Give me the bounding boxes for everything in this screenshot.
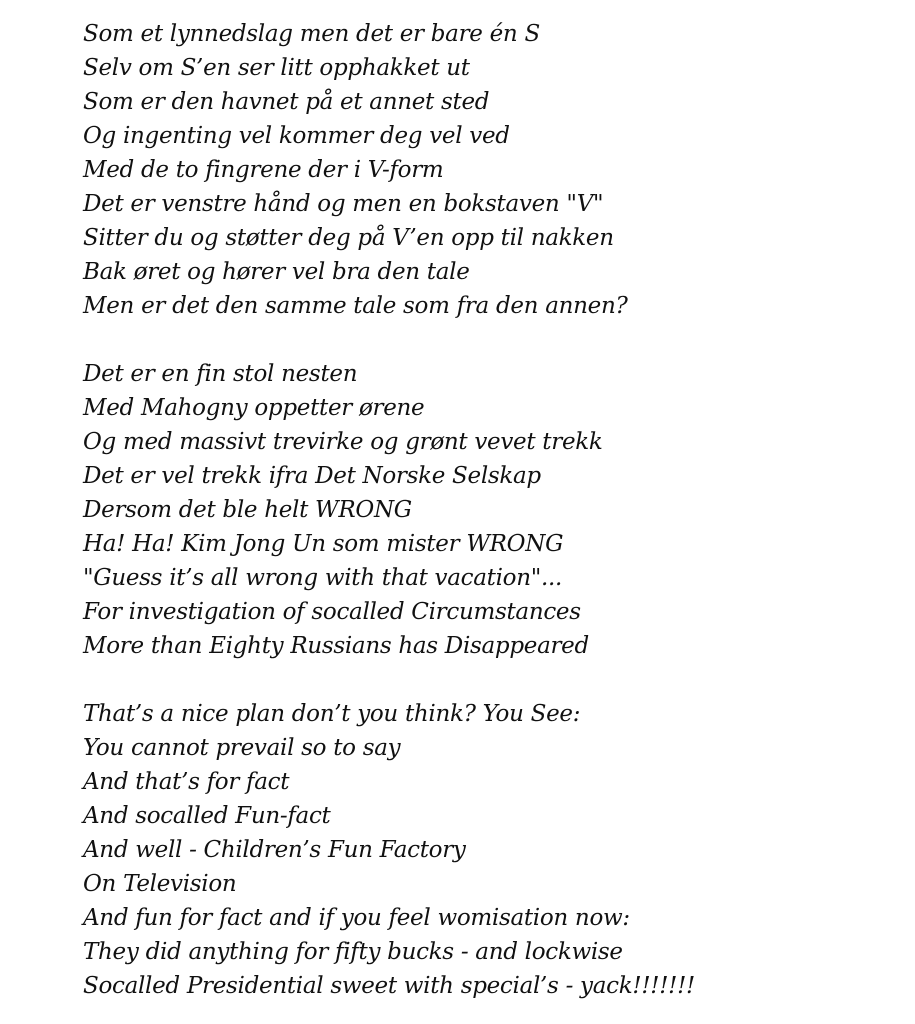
poem-line: They did anything for fifty bucks - and lockwise	[83, 939, 623, 965]
poem-line: Bak øret og hører vel bra den tale	[83, 259, 470, 285]
poem-line: Dersom det ble helt WRONG	[83, 497, 412, 523]
stanza-3	[83, 697, 695, 1003]
poem-line: Som er den havnet på et annet sted	[83, 89, 490, 115]
poem-line: Sitter du og støtter deg på V’en opp til nakken	[83, 225, 614, 251]
poem-line: And well - Children’s Fun Factory	[83, 837, 466, 863]
poem-line: And fun for fact and if you feel womisation now:	[83, 905, 630, 931]
poem-line: Og ingenting vel kommer deg vel ved	[83, 123, 510, 149]
poem-line: "Guess it’s all wrong with that vacation"...	[83, 565, 563, 591]
poem-line: On Television	[83, 871, 237, 897]
stanza-2	[83, 357, 695, 663]
poem-line: Det er venstre hånd og men en bokstaven "V"	[83, 191, 604, 217]
poem-line: Med Mahogny oppetter ørene	[83, 395, 425, 421]
poem-line: And socalled Fun-fact	[83, 803, 331, 829]
poem-line: You cannot prevail so to say	[83, 735, 401, 761]
poem-line: Selv om S’en ser litt opphakket ut	[83, 55, 470, 81]
poem-line: Og med massivt trevirke og grønt vevet trekk	[83, 429, 603, 455]
poem-line: That’s a nice plan don’t you think? You See:	[83, 701, 581, 727]
poem-line: And that’s for fact	[83, 769, 290, 795]
poem-line: Socalled Presidential sweet with special’s - yack!!!!!!!	[83, 973, 695, 999]
poem	[83, 17, 695, 1003]
poem-line: Med de to fingrene der i V-form	[83, 157, 444, 183]
poem-line: More than Eighty Russians has Disappeared	[83, 633, 589, 659]
stanza-1	[83, 17, 695, 323]
poem-line: Men er det den samme tale som fra den annen?	[83, 293, 628, 319]
poem-line: For investigation of socalled Circumstances	[83, 599, 581, 625]
poem-line: Ha! Ha! Kim Jong Un som mister WRONG	[83, 531, 564, 557]
poem-line: Det er vel trekk ifra Det Norske Selskap	[83, 463, 541, 489]
poem-line: Som et lynnedslag men det er bare én S	[83, 21, 540, 47]
poem-line: Det er en fin stol nesten	[83, 361, 358, 387]
